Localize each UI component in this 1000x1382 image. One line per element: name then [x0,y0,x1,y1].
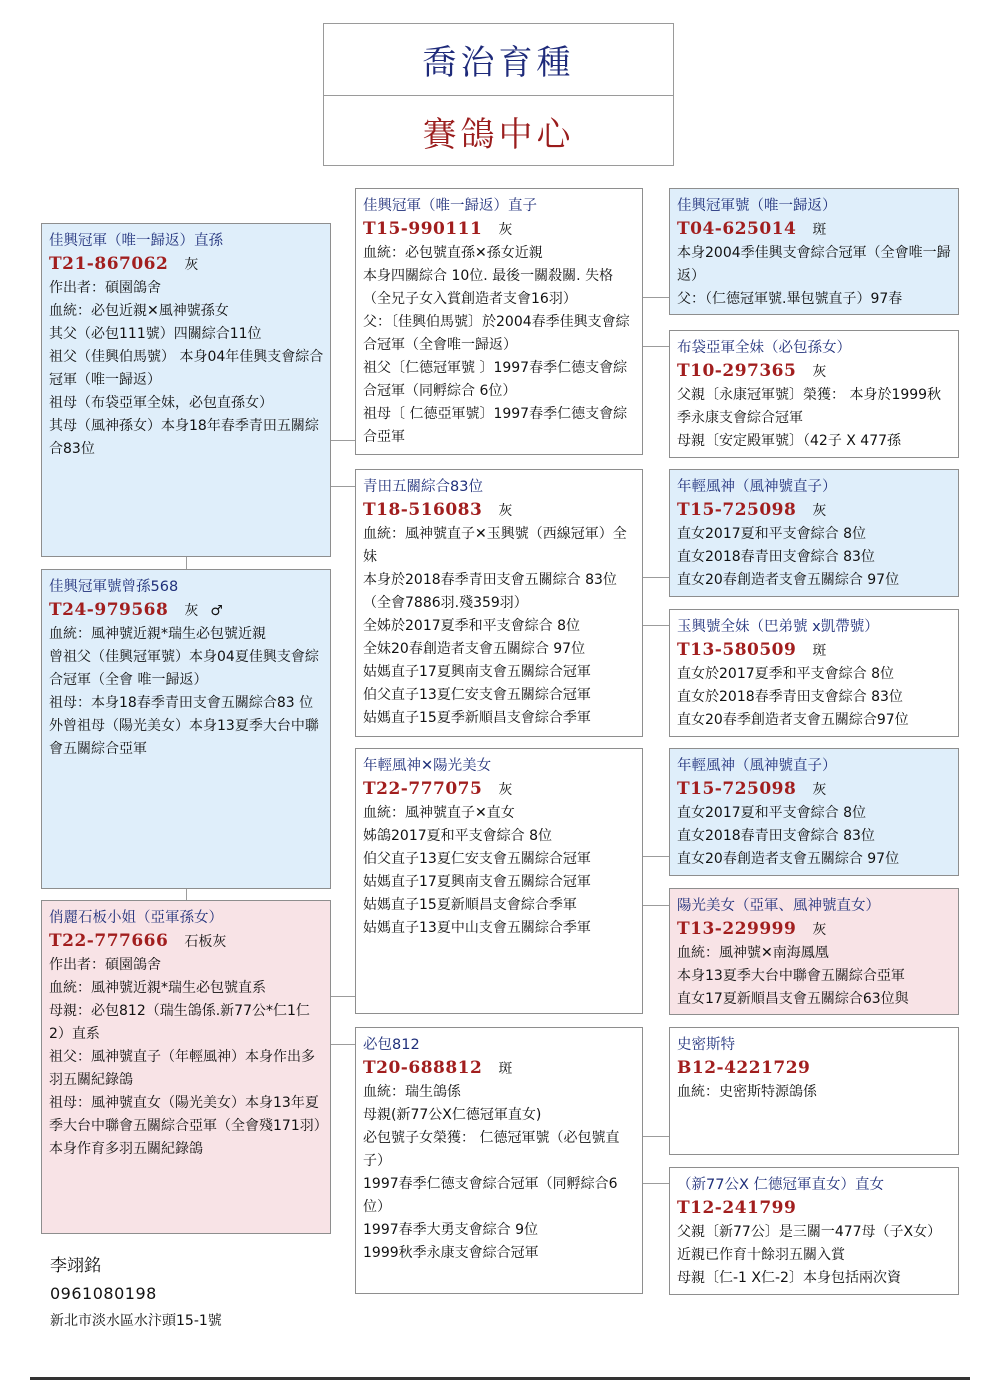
ring-number: T12-241799 [677,1198,797,1218]
pedigree-line: 本身作育多羽五關紀錄鴿 [49,1141,203,1157]
male-icon: ♂ [210,603,223,619]
connector-line [330,1044,356,1045]
pigeon-name: 年輕風神✕陽光美女 [363,758,492,774]
pedigree-line: 血統：風神號直子✕直女 [363,805,515,821]
pigeon-card-dam [355,469,643,737]
ring-number: T24-979568 [49,600,169,620]
pigeon-card-dam-2 [355,1027,643,1294]
pedigree-line: 血統：風神號直子✕玉興號（西線冠軍）全妹 [363,526,627,565]
pedigree-line: 母親〔仁-1 X仁-2〕本身包括兩次資 [677,1270,901,1286]
pigeon-color: 灰 [812,364,827,380]
pigeon-card-grandsire-1 [669,188,959,315]
pedigree-line: 血統：瑞生鴿係 [363,1084,461,1100]
pigeon-color: 灰 [498,503,513,519]
ring-number: T22-777075 [363,779,483,799]
connector-line [330,440,356,441]
pedigree-line: 必包號子女榮獲： 仁德冠軍號（必包號直子） [363,1130,620,1169]
pedigree-line: 本身13夏季大台中聯會五關綜合亞軍 [677,968,905,984]
pigeon-name: 年輕風神（風神號直子） [677,758,837,774]
ring-number: T13-229999 [677,919,797,939]
pedigree-line: 1997春季仁德支會綜合冠軍（同孵綜合6位） [363,1176,618,1215]
pedigree-line: 母親：必包812（瑞生鴿係.新77公*仁1仁2）直系 [49,1003,310,1042]
pigeon-card-grandsire-4 [669,1027,959,1155]
pedigree-line: 祖父〔仁德冠軍號 〕1997春季仁德支會綜合冠軍（同孵綜合 6位） [363,360,628,399]
pedigree-line: 1999秋季永康支會綜合冠軍 [363,1245,539,1261]
pedigree-line: 祖父：風神號直子（年輕風神）本身作出多羽五關紀錄鴿 [49,1049,315,1088]
pedigree-line: 血統：風神號近親*瑞生必包號直系 [49,980,266,996]
pigeon-name: 佳興冠軍號（唯一歸返） [677,198,837,214]
pedigree-line: 母親〔安定殿軍號〕（42子 X 477孫 [677,433,902,449]
pedigree-line: 直女20春季創造者支會五關綜合97位 [677,712,909,728]
pigeon-name: 必包812 [363,1037,420,1053]
pigeon-card-sire [355,188,643,455]
pedigree-line: 直女2018春青田支會綜合 83位 [677,549,875,565]
pigeon-name: 陽光美女（亞軍、風神號直女） [677,898,880,914]
pigeon-name: 佳興冠軍（唯一歸返）直孫 [49,233,223,249]
pedigree-line: 母親(新77公X仁德冠軍直女) [363,1107,542,1123]
connector-line [642,856,670,857]
pedigree-line: 祖母（布袋亞軍全妹，必包直孫女） [49,395,273,411]
pedigree-line: 祖母：風神號直女（陽光美女）本身13年夏季大台中聯會五關綜合亞軍（全會殘171羽） [49,1095,328,1134]
pedigree-line: 本身四關綜合 10位. 最後一關殺關. 失格（全兄子女入賞創造者支會16羽） [363,268,614,307]
pedigree-line: 伯父直子13夏仁安支會五關綜合冠軍 [363,687,591,703]
pedigree-line: 直女20春創造者支會五關綜合 97位 [677,572,900,588]
pedigree-line: 直女於2017夏季和平支會綜合 8位 [677,666,894,682]
pigeon-card-grandsire-3 [669,748,959,876]
pigeon-color: 灰 [812,922,827,938]
pedigree-line: 血統：必包近親✕風神號孫女 [49,303,229,319]
pedigree-line: 本身2004季佳興支會綜合冠軍（全會唯一歸返） [677,245,951,284]
pigeon-card-sire-2 [355,748,643,1014]
pedigree-line: 作出者：碩園鴿舍 [49,280,161,296]
ring-number: T15-725098 [677,500,797,520]
pedigree-line: 祖父（佳興伯馬號） 本身04年佳興支會綜合冠軍（唯一歸返） [49,349,324,388]
pigeon-card-grandsire-2 [669,469,959,597]
pedigree-line: 直女20春創造者支會五關綜合 97位 [677,851,900,867]
connector-line [642,577,670,578]
pedigree-line: 直女2018春青田支會綜合 83位 [677,828,875,844]
loft-subtitle: 賽鴿中心 [422,115,575,155]
title-box [323,23,674,166]
ring-number: T04-625014 [677,219,797,239]
pigeon-color: 灰 [812,503,827,519]
ring-number: T13-580509 [677,640,797,660]
pedigree-line: 姊鴿2017夏和平支會綜合 8位 [363,828,552,844]
pigeon-color: 灰 [812,782,827,798]
pedigree-line: 其母（風神孫女）本身18年春季青田五關綜合83位 [49,418,319,457]
ring-number: T15-725098 [677,779,797,799]
pedigree-line: 祖母〔 仁德亞軍號〕1997春季仁德支會綜合亞軍 [363,406,628,445]
pigeon-card-granddam-1 [669,330,959,458]
pedigree-line: 姑媽直子15夏新順昌支會綜合季軍 [363,897,577,913]
connector-line [642,1183,670,1184]
connector-line [642,905,670,906]
connector-line [186,556,187,570]
pedigree-line: 父親〔新77公〕是三關一477母（子X女）近親已作育十餘羽五關入賞 [677,1224,942,1263]
ring-number: B12-4221729 [677,1058,811,1078]
contact-phone: 0961080198 [50,1284,157,1303]
pedigree-line: 全姊於2017夏季和平支會綜合 8位 [363,618,580,634]
ring-number: T10-297365 [677,361,797,381]
contact-address: 新北市淡水區水汴頭15-1號 [50,1313,222,1329]
pedigree-line: 伯父直子13夏仁安支會五關綜合冠軍 [363,851,591,867]
pigeon-name: 玉興號全妹（巴弟號 x凱帶號） [677,619,879,635]
pedigree-line: 祖母：本身18春季青田支會五關綜合83 位 [49,695,314,711]
pedigree-line: 直女17夏新順昌支會五關綜合63位與 [677,991,909,1007]
pigeon-card-subject-1 [41,223,331,557]
connector-line [642,346,670,347]
ring-number: T18-516083 [363,500,483,520]
pedigree-line: 血統：風神號近親*瑞生必包號近親 [49,626,266,642]
pedigree-line: 父親〔永康冠軍號〕榮獲： 本身於1999秋季永康支會綜合冠軍 [677,387,942,426]
pedigree-line: 直女於2018春季青田支會綜合 83位 [677,689,903,705]
pigeon-color: 灰 [498,782,513,798]
pigeon-name: 史密斯特 [677,1037,735,1053]
pedigree-line: 外曾祖母（陽光美女）本身13夏季大台中聯會五關綜合亞軍 [49,718,319,757]
connector-line [330,486,356,487]
pigeon-color: 灰 [184,257,199,273]
pigeon-color: 灰 [184,603,199,619]
pigeon-name: 俏麗石板小姐（亞軍孫女） [49,910,223,926]
pigeon-card-granddam-4 [669,1167,959,1295]
ring-number: T22-777666 [49,931,169,951]
pedigree-line: 父：〔佳興伯馬號〕於2004春季佳興支會綜合冠軍（全會唯一歸返） [363,314,630,353]
ring-number: T21-867062 [49,254,169,274]
pedigree-line: 姑媽直子17夏興南支會五關綜合冠軍 [363,664,591,680]
pigeon-color: 石板灰 [184,934,227,950]
ring-number: T15-990111 [363,219,483,239]
pigeon-color: 斑 [812,643,827,659]
connector-line [642,625,670,626]
pedigree-line: 本身於2018春季青田支會五關綜合 83位（全會7886羽.殘359羽） [363,572,617,611]
pigeon-card-granddam-3 [669,888,959,1015]
pedigree-line: 直女2017夏和平支會綜合 8位 [677,526,866,542]
pigeon-name: 佳興冠軍（唯一歸返）直子 [363,198,537,214]
pigeon-color: 斑 [812,222,827,238]
pedigree-line: 1997春季大勇支會綜合 9位 [363,1222,538,1238]
pedigree-line: 血統：必包號直孫✕孫女近親 [363,245,543,261]
contact-info [50,1252,222,1334]
pigeon-name: 年輕風神（風神號直子） [677,479,837,495]
ring-number: T20-688812 [363,1058,483,1078]
pigeon-card-subject-3 [41,900,331,1234]
pedigree-line: 曾祖父（佳興冠軍號）本身04夏佳興支會綜合冠軍（全會 唯一歸返） [49,649,319,688]
footer-divider [30,1377,970,1380]
contact-name: 李翊銘 [50,1256,101,1276]
loft-title: 喬治育種 [324,24,673,96]
pigeon-name: 青田五關綜合83位 [363,479,483,495]
pigeon-color: 斑 [498,1061,513,1077]
connector-line [642,1136,670,1137]
pedigree-line: 血統：風神號✕南海鳳凰 [677,945,829,961]
pigeon-name: 佳興冠軍號曾孫568 [49,579,179,595]
connector-line [330,996,356,997]
connector-line [642,297,670,298]
pedigree-line: 姑媽直子13夏中山支會五關綜合季軍 [363,920,591,936]
pedigree-line: 作出者：碩園鴿舍 [49,957,161,973]
pedigree-line: 姑媽直子15夏季新順昌支會綜合季軍 [363,710,591,726]
pedigree-line: 其父（必包111號）四關綜合11位 [49,326,262,342]
pedigree-line: 全妹20春創造者支會五關綜合 97位 [363,641,586,657]
pigeon-card-subject-2 [41,569,331,889]
pigeon-name: 布袋亞軍全妹（必包孫女） [677,340,851,356]
pigeon-name: （新77公X 仁德冠軍直女）直女 [677,1177,884,1193]
pedigree-line: 血統：史密斯特源鴿係 [677,1084,817,1100]
pedigree-line: 父：（仁德冠軍號.畢包號直子）97春 [677,291,903,307]
pigeon-card-granddam-2 [669,609,959,737]
pedigree-line: 直女2017夏和平支會綜合 8位 [677,805,866,821]
pigeon-color: 灰 [498,222,513,238]
pedigree-line: 姑媽直子17夏興南支會五關綜合冠軍 [363,874,591,890]
connector-line [186,888,187,900]
